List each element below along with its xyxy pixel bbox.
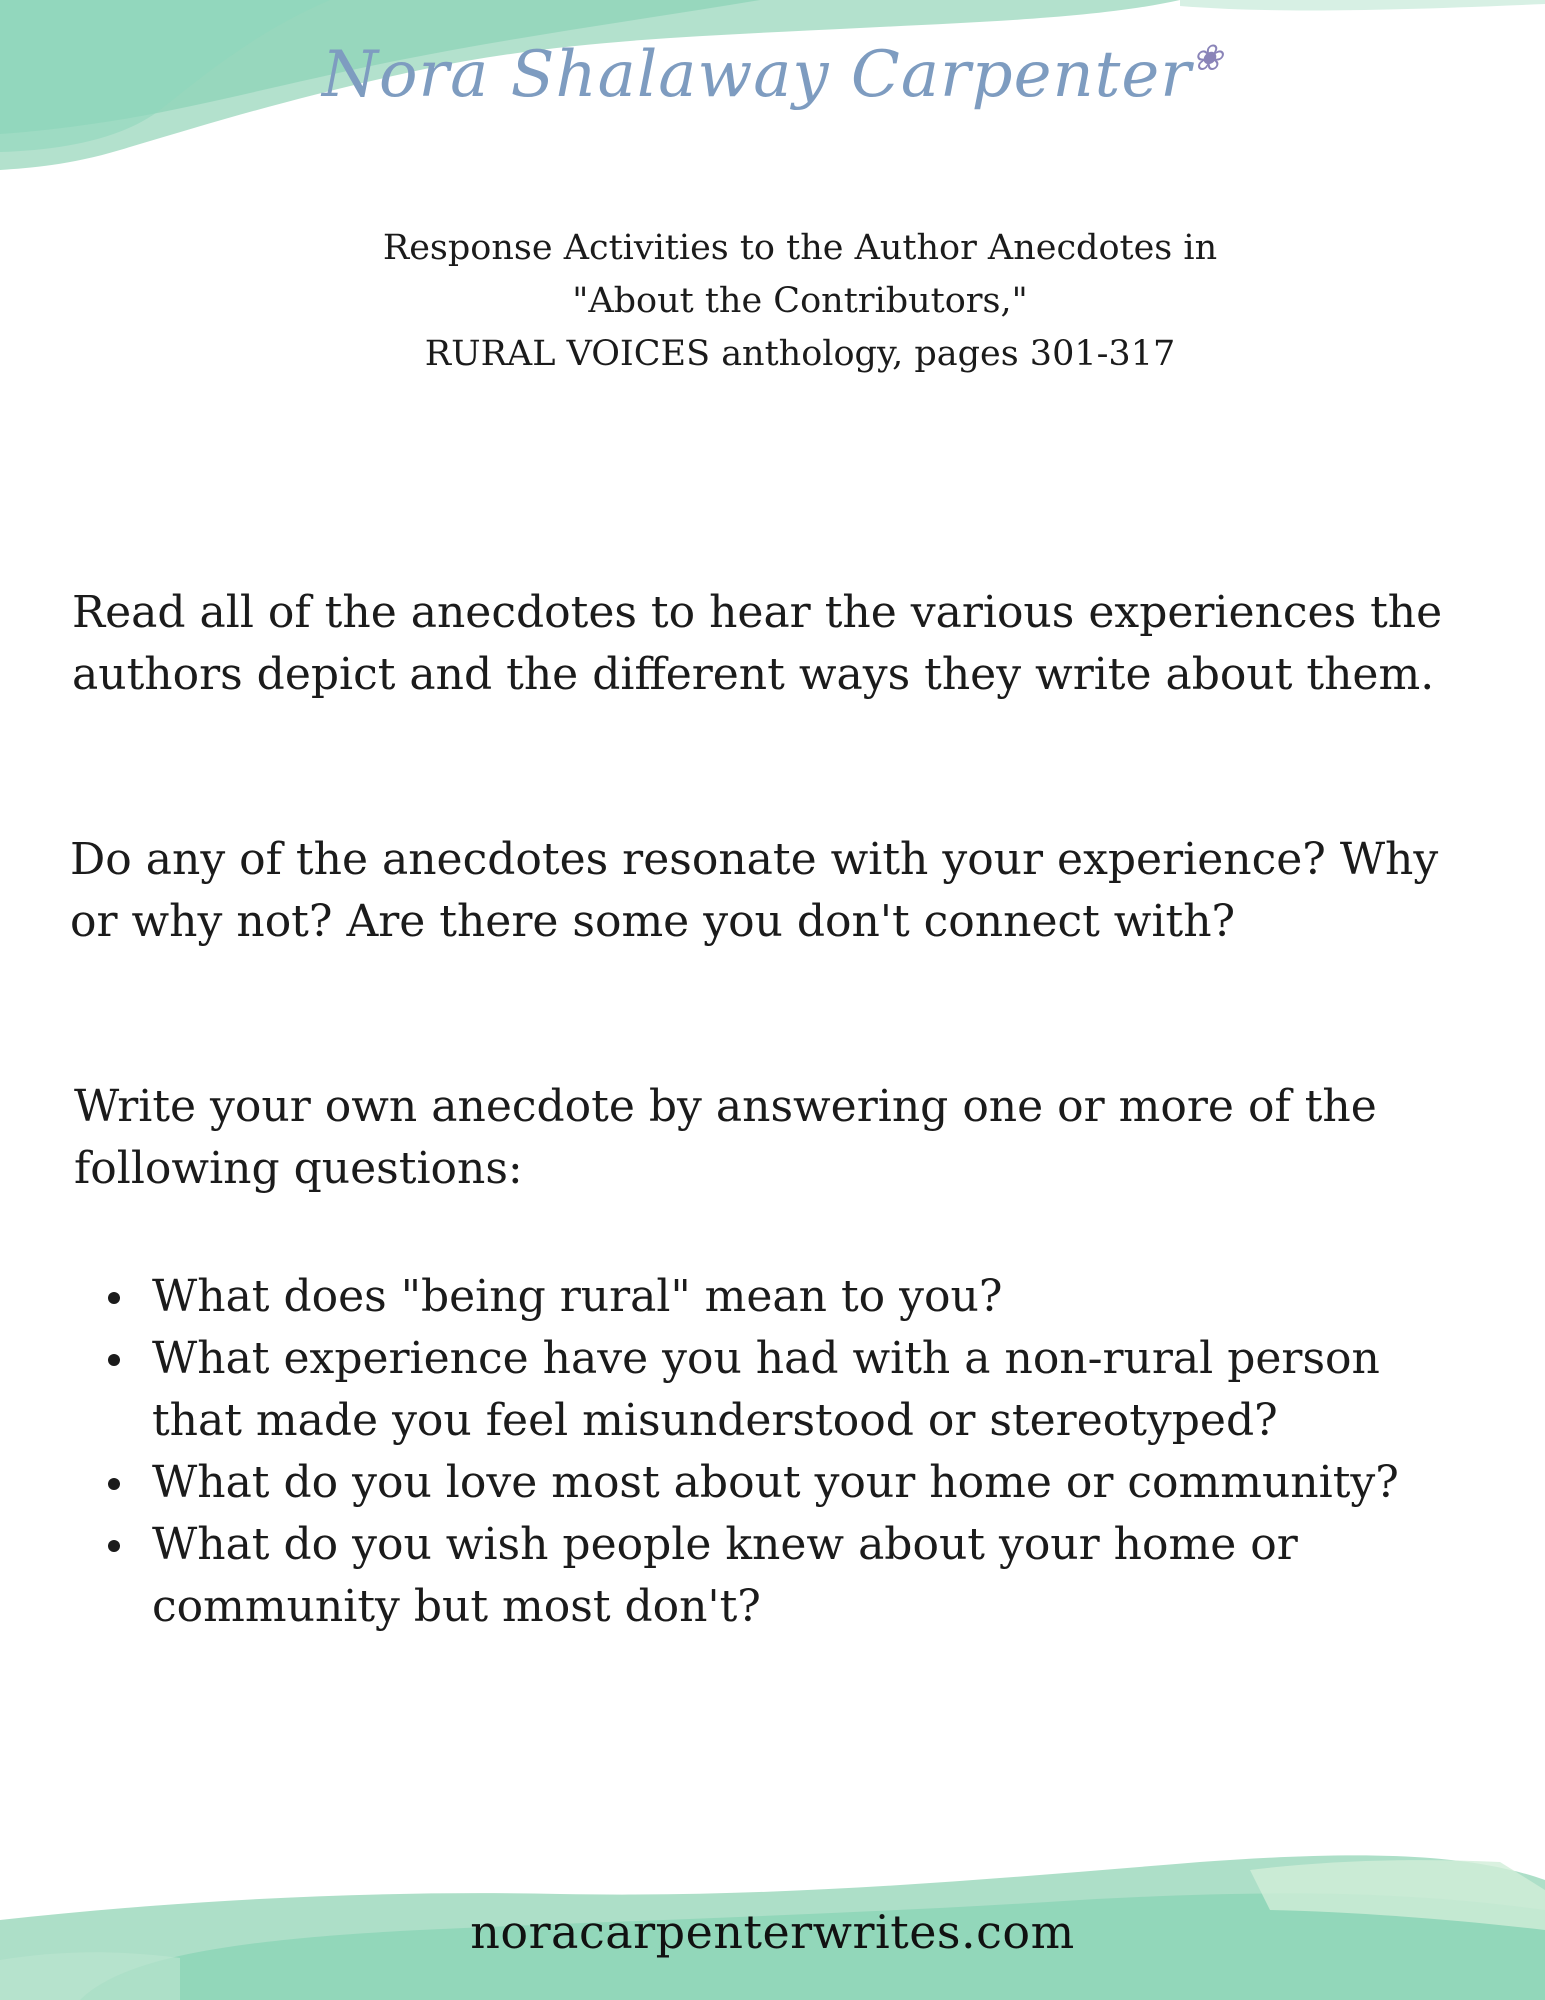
logo-text: Nora Shalaway Carpenter: [321, 38, 1192, 112]
title-line-1: Response Activities to the Author Anecdotes in: [382, 228, 1218, 268]
question-list: [104, 1266, 1454, 1638]
list-item: What does "being rural" mean to you?: [104, 1266, 1454, 1328]
list-item: What do you wish people knew about your home or community but most don't?: [104, 1514, 1454, 1638]
instruction-paragraph-write: Write your own anecdote by answering one or more of the following questions:: [74, 1081, 1377, 1194]
website-url: noracarpenterwrites.com: [470, 1905, 1075, 1959]
title-line-3: RURAL VOICES anthology, pages 301-317: [424, 334, 1176, 374]
list-item: What do you love most about your home or community?: [104, 1452, 1454, 1514]
worksheet-title: [0, 222, 1545, 381]
flower-sprig-icon: ❀: [1191, 38, 1224, 79]
instruction-paragraph-read: Read all of the anecdotes to hear the various experiences the authors depict and the different ways they write about them.: [72, 587, 1443, 700]
instruction-paragraph-resonate: Do any of the anecdotes resonate with your experience? Why or why not? Are there some you don't connect with?: [70, 834, 1439, 947]
author-logo: [0, 38, 1545, 112]
title-line-2: "About the Contributors,": [572, 281, 1028, 321]
list-item: What experience have you had with a non-rural person that made you feel misunderstood or stereotyped?: [104, 1328, 1454, 1452]
